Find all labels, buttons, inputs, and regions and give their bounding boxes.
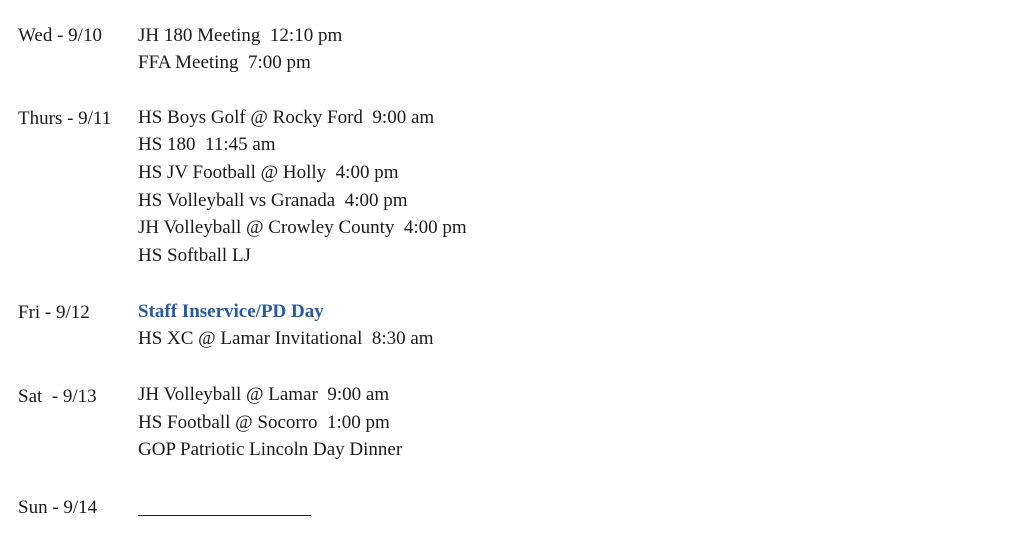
event-item-highlight: Staff Inservice/PD Day bbox=[138, 301, 324, 322]
event-item: HS Football @ Socorro 1:00 pm bbox=[138, 412, 390, 433]
day-label-sun: Sun - 9/14 bbox=[18, 497, 98, 518]
event-item: JH Volleyball @ Crowley County 4:00 pm bbox=[138, 217, 467, 238]
day-label-thurs: Thurs - 9/11 bbox=[18, 108, 112, 129]
event-item: HS 180 11:45 am bbox=[138, 134, 276, 155]
event-item: HS Softball LJ bbox=[138, 245, 251, 266]
event-item: FFA Meeting 7:00 pm bbox=[138, 52, 311, 73]
event-item: HS Volleyball vs Granada 4:00 pm bbox=[138, 190, 408, 211]
event-item: GOP Patriotic Lincoln Day Dinner bbox=[138, 439, 403, 460]
event-item: HS XC @ Lamar Invitational 8:30 am bbox=[138, 328, 434, 349]
day-label-wed: Wed - 9/10 bbox=[18, 25, 102, 46]
day-label-sat: Sat - 9/13 bbox=[18, 386, 97, 407]
event-item: JH 180 Meeting 12:10 pm bbox=[138, 25, 343, 46]
event-item: HS JV Football @ Holly 4:00 pm bbox=[138, 162, 399, 183]
event-item: HS Boys Golf @ Rocky Ford 9:00 am bbox=[138, 107, 435, 128]
blank-entry-line bbox=[138, 495, 311, 516]
day-label-fri: Fri - 9/12 bbox=[18, 302, 90, 323]
event-item: JH Volleyball @ Lamar 9:00 am bbox=[138, 384, 390, 405]
